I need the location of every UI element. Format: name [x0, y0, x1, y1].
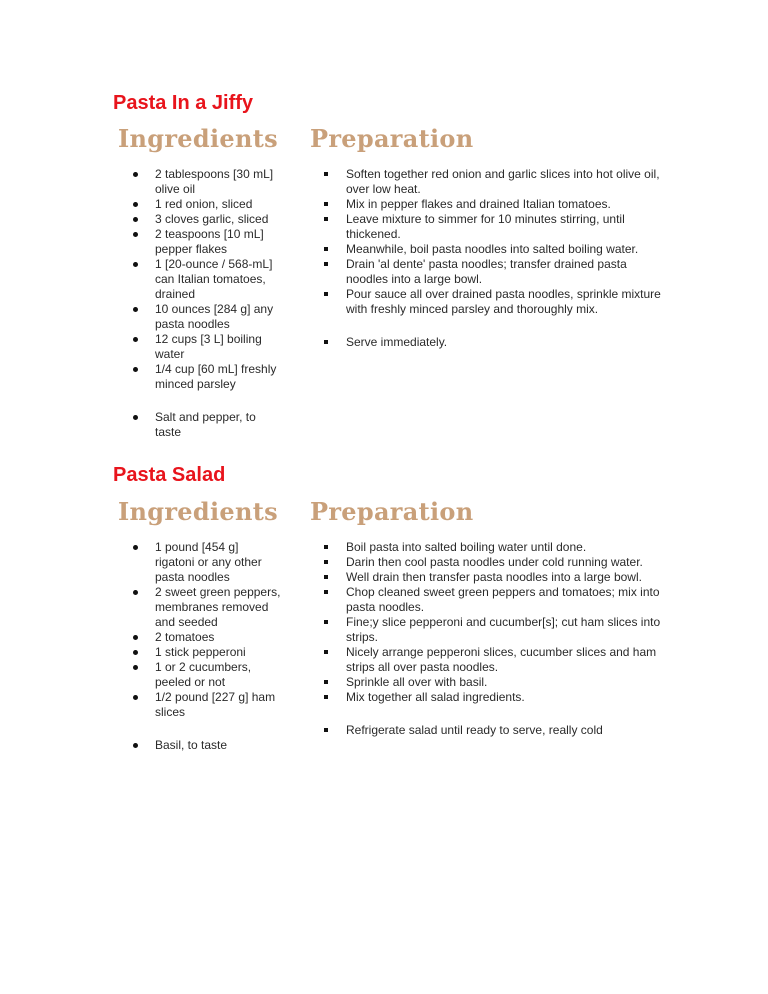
list-item: 1 [20-ounce / 568-mL] can Italian tomatoes, drained — [131, 257, 281, 302]
list-item: Pour sauce all over drained pasta noodles, sprinkle mixture with freshly minced parsley and thoroughly mix. — [321, 287, 661, 317]
list-item: Serve immediately. — [321, 335, 661, 350]
list-item: 2 sweet green peppers, membranes removed and seeded — [131, 585, 281, 630]
list-item: 2 teaspoons [10 mL] pepper flakes — [131, 227, 281, 257]
list-item: 12 cups [3 L] boiling water — [131, 332, 281, 362]
list-item: Nicely arrange pepperoni slices, cucumber slices and ham strips all over pasta noodles. — [321, 645, 661, 675]
preparation-heading: Preparation — [310, 124, 474, 153]
preparation-list — [321, 540, 661, 738]
ingredients-heading: Ingredients — [118, 497, 278, 526]
list-item: Fine;y slice pepperoni and cucumber[s]; cut ham slices into strips. — [321, 615, 661, 645]
list-item: 1 or 2 cucumbers, peeled or not — [131, 660, 281, 690]
list-item: 2 tomatoes — [131, 630, 281, 645]
list-item: Meanwhile, boil pasta noodles into salted boiling water. — [321, 242, 661, 257]
list-item: Mix in pepper flakes and drained Italian tomatoes. — [321, 197, 661, 212]
list-item: 1 red onion, sliced — [131, 197, 281, 212]
list-item: 1 stick pepperoni — [131, 645, 281, 660]
list-item: Mix together all salad ingredients. — [321, 690, 661, 705]
list-item: 10 ounces [284 g] any pasta noodles — [131, 302, 281, 332]
list-item: Sprinkle all over with basil. — [321, 675, 661, 690]
preparation-list — [321, 167, 661, 350]
list-item: Basil, to taste — [131, 738, 281, 753]
list-item: 1 pound [454 g] rigatoni or any other pasta noodles — [131, 540, 281, 585]
list-item: Salt and pepper, to taste — [131, 410, 281, 440]
list-item: Soften together red onion and garlic slices into hot olive oil, over low heat. — [321, 167, 661, 197]
list-item: 1/4 cup [60 mL] freshly minced parsley — [131, 362, 281, 392]
list-item: Refrigerate salad until ready to serve, really cold — [321, 723, 661, 738]
recipe-title: Pasta In a Jiffy — [113, 92, 254, 114]
ingredients-list — [131, 167, 281, 440]
list-item: Leave mixture to simmer for 10 minutes stirring, until thickened. — [321, 212, 661, 242]
list-item: 2 tablespoons [30 mL] olive oil — [131, 167, 281, 197]
ingredients-heading: Ingredients — [118, 124, 278, 153]
list-item: Chop cleaned sweet green peppers and tomatoes; mix into pasta noodles. — [321, 585, 661, 615]
list-item: Well drain then transfer pasta noodles into a large bowl. — [321, 570, 661, 585]
list-item: 3 cloves garlic, sliced — [131, 212, 281, 227]
list-item: 1/2 pound [227 g] ham slices — [131, 690, 281, 720]
list-item: Boil pasta into salted boiling water until done. — [321, 540, 661, 555]
ingredients-list — [131, 540, 281, 753]
list-item: Drain 'al dente' pasta noodles; transfer drained pasta noodles into a large bowl. — [321, 257, 661, 287]
recipe-title: Pasta Salad — [113, 464, 226, 486]
list-item: Darin then cool pasta noodles under cold running water. — [321, 555, 661, 570]
preparation-heading: Preparation — [310, 497, 474, 526]
